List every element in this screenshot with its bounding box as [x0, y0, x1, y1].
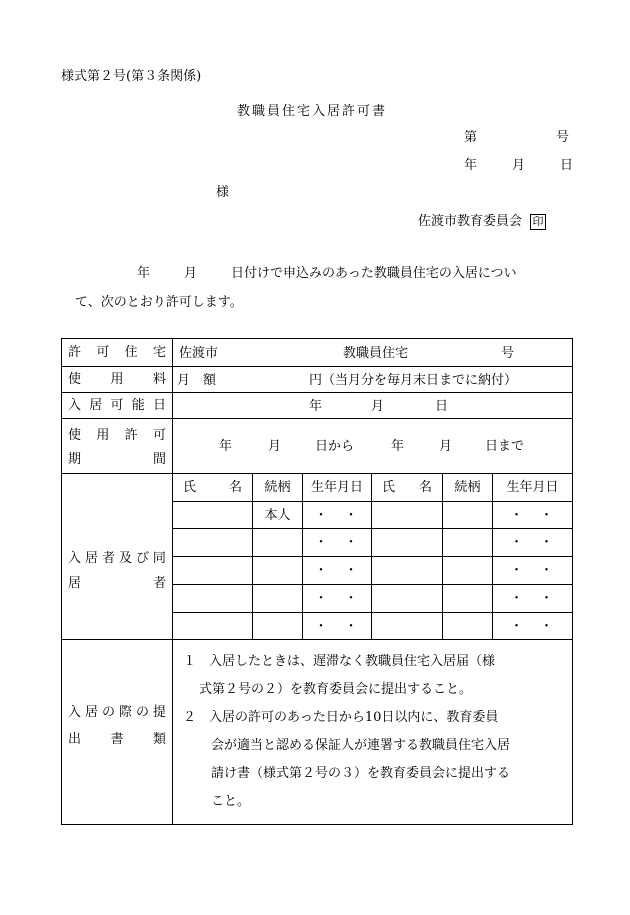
label-char: 料 [152, 372, 166, 387]
label-permit-residence [62, 339, 173, 367]
label-char: 際 [118, 705, 132, 720]
label-residents-line-1 [62, 552, 172, 565]
resident-name-cell [372, 502, 443, 529]
label-move-in-date-text [62, 399, 172, 412]
label-char: 名 [228, 480, 242, 495]
resident-relation-cell [253, 585, 303, 613]
addressee-suffix: 様 [216, 185, 230, 200]
period-year: 年 [219, 439, 233, 454]
resident-birth-cell: ・ ・ [303, 557, 372, 585]
resident-relation-cell [253, 613, 303, 640]
label-char: 日 [152, 398, 166, 413]
resident-birth-cell: ・ ・ [303, 613, 372, 640]
label-char: 者 [152, 576, 166, 591]
resident-relation-cell [253, 529, 303, 557]
resident-relation-cell [443, 529, 493, 557]
seal-stamp: 印 [530, 214, 546, 230]
label-char: 同 [152, 551, 166, 566]
label-char: 書 [110, 732, 124, 747]
resident-birth-cell: ・ ・ [303, 585, 372, 613]
label-char: 用 [110, 372, 124, 387]
label-residents [62, 474, 173, 640]
body-month: 月 [184, 266, 198, 281]
resident-relation-cell [253, 557, 303, 585]
body-line-2: て、次のとおり許可します。 [75, 295, 243, 310]
resident-relation-cell [443, 585, 493, 613]
label-use-period-line-2 [62, 453, 172, 466]
resident-name-cell [173, 585, 253, 613]
form-number: 様式第２号(第３条関係) [61, 69, 202, 84]
note-2-line-4: こと。 [211, 794, 251, 809]
label-char: 入 [68, 705, 82, 720]
label-use-period [62, 419, 173, 474]
note-1-line-2: 式第２号の２）を教育委員会に提出すること。 [199, 682, 473, 697]
fee-amount: 円（当月分を毎月末日までに納付） [309, 373, 518, 388]
label-char: の [135, 705, 149, 720]
label-char: 用 [96, 428, 110, 443]
date-day: 日 [560, 158, 574, 173]
resident-name-cell [372, 585, 443, 613]
resident-birth-cell: ・ ・ [493, 557, 573, 585]
label-move-in-date [62, 393, 173, 419]
period-month2: 月 [439, 439, 453, 454]
col-header-name [173, 474, 253, 502]
documents-notes [173, 640, 573, 825]
label-char: 及 [118, 551, 132, 566]
resident-birth-cell: ・ ・ [493, 529, 573, 557]
row-move-in-date [62, 393, 573, 419]
label-char: 居 [84, 705, 98, 720]
issuer-name: 佐渡市教育委員会 [418, 214, 523, 229]
resident-name-cell [173, 557, 253, 585]
label-char: 氏 [183, 480, 197, 495]
label-char: 期 [68, 452, 82, 467]
col-header-birth-2: 生年月日 [493, 474, 573, 502]
label-char: 居 [89, 398, 103, 413]
move-in-date-value [173, 393, 573, 419]
label-char: 出 [68, 732, 82, 747]
resident-name-cell [372, 613, 443, 640]
label-char: 使 [68, 428, 82, 443]
move-in-year: 年 [309, 399, 323, 414]
label-char: 氏 [382, 480, 396, 495]
label-char: 可 [96, 345, 110, 360]
body-line-1-rest: 日付けで申込みのあった教職員住宅の入居につい [231, 266, 517, 281]
resident-name-cell [173, 613, 253, 640]
date-year: 年 [464, 158, 478, 173]
label-char: 居 [84, 551, 98, 566]
move-in-month: 月 [371, 399, 385, 414]
resident-relation-cell [443, 502, 493, 529]
resident-birth-cell: ・ ・ [493, 585, 573, 613]
col-header-birth: 生年月日 [303, 474, 372, 502]
resident-relation-cell [443, 557, 493, 585]
label-documents-line-2 [62, 733, 172, 746]
label-char: 間 [152, 452, 166, 467]
permit-number: 号 [501, 346, 515, 361]
label-char: 提 [152, 705, 166, 720]
col-header-name-text-2 [372, 481, 442, 494]
period-year2: 年 [391, 439, 405, 454]
resident-birth-cell: ・ ・ [493, 613, 573, 640]
label-char: 許 [68, 345, 82, 360]
row-permit-residence [62, 339, 573, 367]
note-1-line-1: １ 入居したときは、遅滞なく教職員住宅入居届（様 [183, 654, 496, 669]
label-char: 許 [124, 428, 138, 443]
label-usage-fee [62, 367, 173, 393]
label-char: 能 [131, 398, 145, 413]
col-header-name-text [173, 481, 252, 494]
label-char: 住 [124, 345, 138, 360]
label-char: 類 [152, 732, 166, 747]
col-header-relation: 続柄 [253, 474, 303, 502]
label-permit-residence-text [62, 346, 172, 359]
body-line-1 [137, 267, 517, 280]
document-title: 教職員住宅入居許可書 [237, 104, 388, 119]
row-documents [62, 640, 573, 825]
doc-number-prefix: 第 [464, 130, 478, 145]
resident-birth-cell: ・ ・ [303, 502, 372, 529]
label-char: 名 [418, 480, 432, 495]
label-char: 居 [68, 576, 82, 591]
col-header-name-2 [372, 474, 443, 502]
fee-monthly: 月 額 [177, 373, 217, 388]
row-usage-fee [62, 367, 573, 393]
note-2-line-2: 会が適当と認める保証人が連署する教職員住宅入居 [211, 738, 511, 753]
resident-birth-cell: ・ ・ [493, 502, 573, 529]
resident-name-cell [173, 529, 253, 557]
label-use-period-line-1 [62, 429, 172, 442]
label-char: の [101, 705, 115, 720]
permit-city: 佐渡市 [179, 346, 219, 361]
period-until: 日まで [485, 439, 525, 454]
body-year: 年 [137, 266, 151, 281]
permit-housing: 教職員住宅 [343, 346, 409, 361]
period-month: 月 [268, 439, 282, 454]
row-residents-header [62, 474, 573, 502]
label-char: 入 [68, 398, 82, 413]
label-char: び [135, 551, 149, 566]
date-month: 月 [512, 158, 526, 173]
move-in-day: 日 [435, 399, 449, 414]
label-documents [62, 640, 173, 825]
resident-name-cell [372, 529, 443, 557]
label-residents-line-2 [62, 577, 172, 590]
label-usage-fee-text [62, 373, 172, 386]
note-2-line-3: 請け書（様式第２号の３）を教育委員会に提出する [211, 766, 511, 781]
row-use-period [62, 419, 573, 474]
label-char: 可 [152, 428, 166, 443]
use-period-value [173, 419, 573, 474]
resident-birth-cell: ・ ・ [303, 529, 372, 557]
permit-table [61, 338, 573, 825]
label-char: 入 [68, 551, 82, 566]
resident-relation-cell [443, 613, 493, 640]
col-header-relation-2: 続柄 [443, 474, 493, 502]
usage-fee-value [173, 367, 573, 393]
permit-residence-value [173, 339, 573, 367]
doc-number-suffix: 号 [556, 130, 570, 145]
resident-name-cell [173, 502, 253, 529]
label-char: 者 [101, 551, 115, 566]
note-2-line-1: ２ 入居の許可のあった日から10日以内に、教育委員 [183, 710, 499, 725]
label-char: 宅 [152, 345, 166, 360]
issuer [418, 214, 546, 230]
resident-name-cell [372, 557, 443, 585]
label-char: 可 [110, 398, 124, 413]
label-char: 使 [68, 372, 82, 387]
period-from: 日から [315, 439, 355, 454]
resident-relation-self: 本人 [253, 502, 303, 529]
label-documents-line-1 [62, 706, 172, 719]
